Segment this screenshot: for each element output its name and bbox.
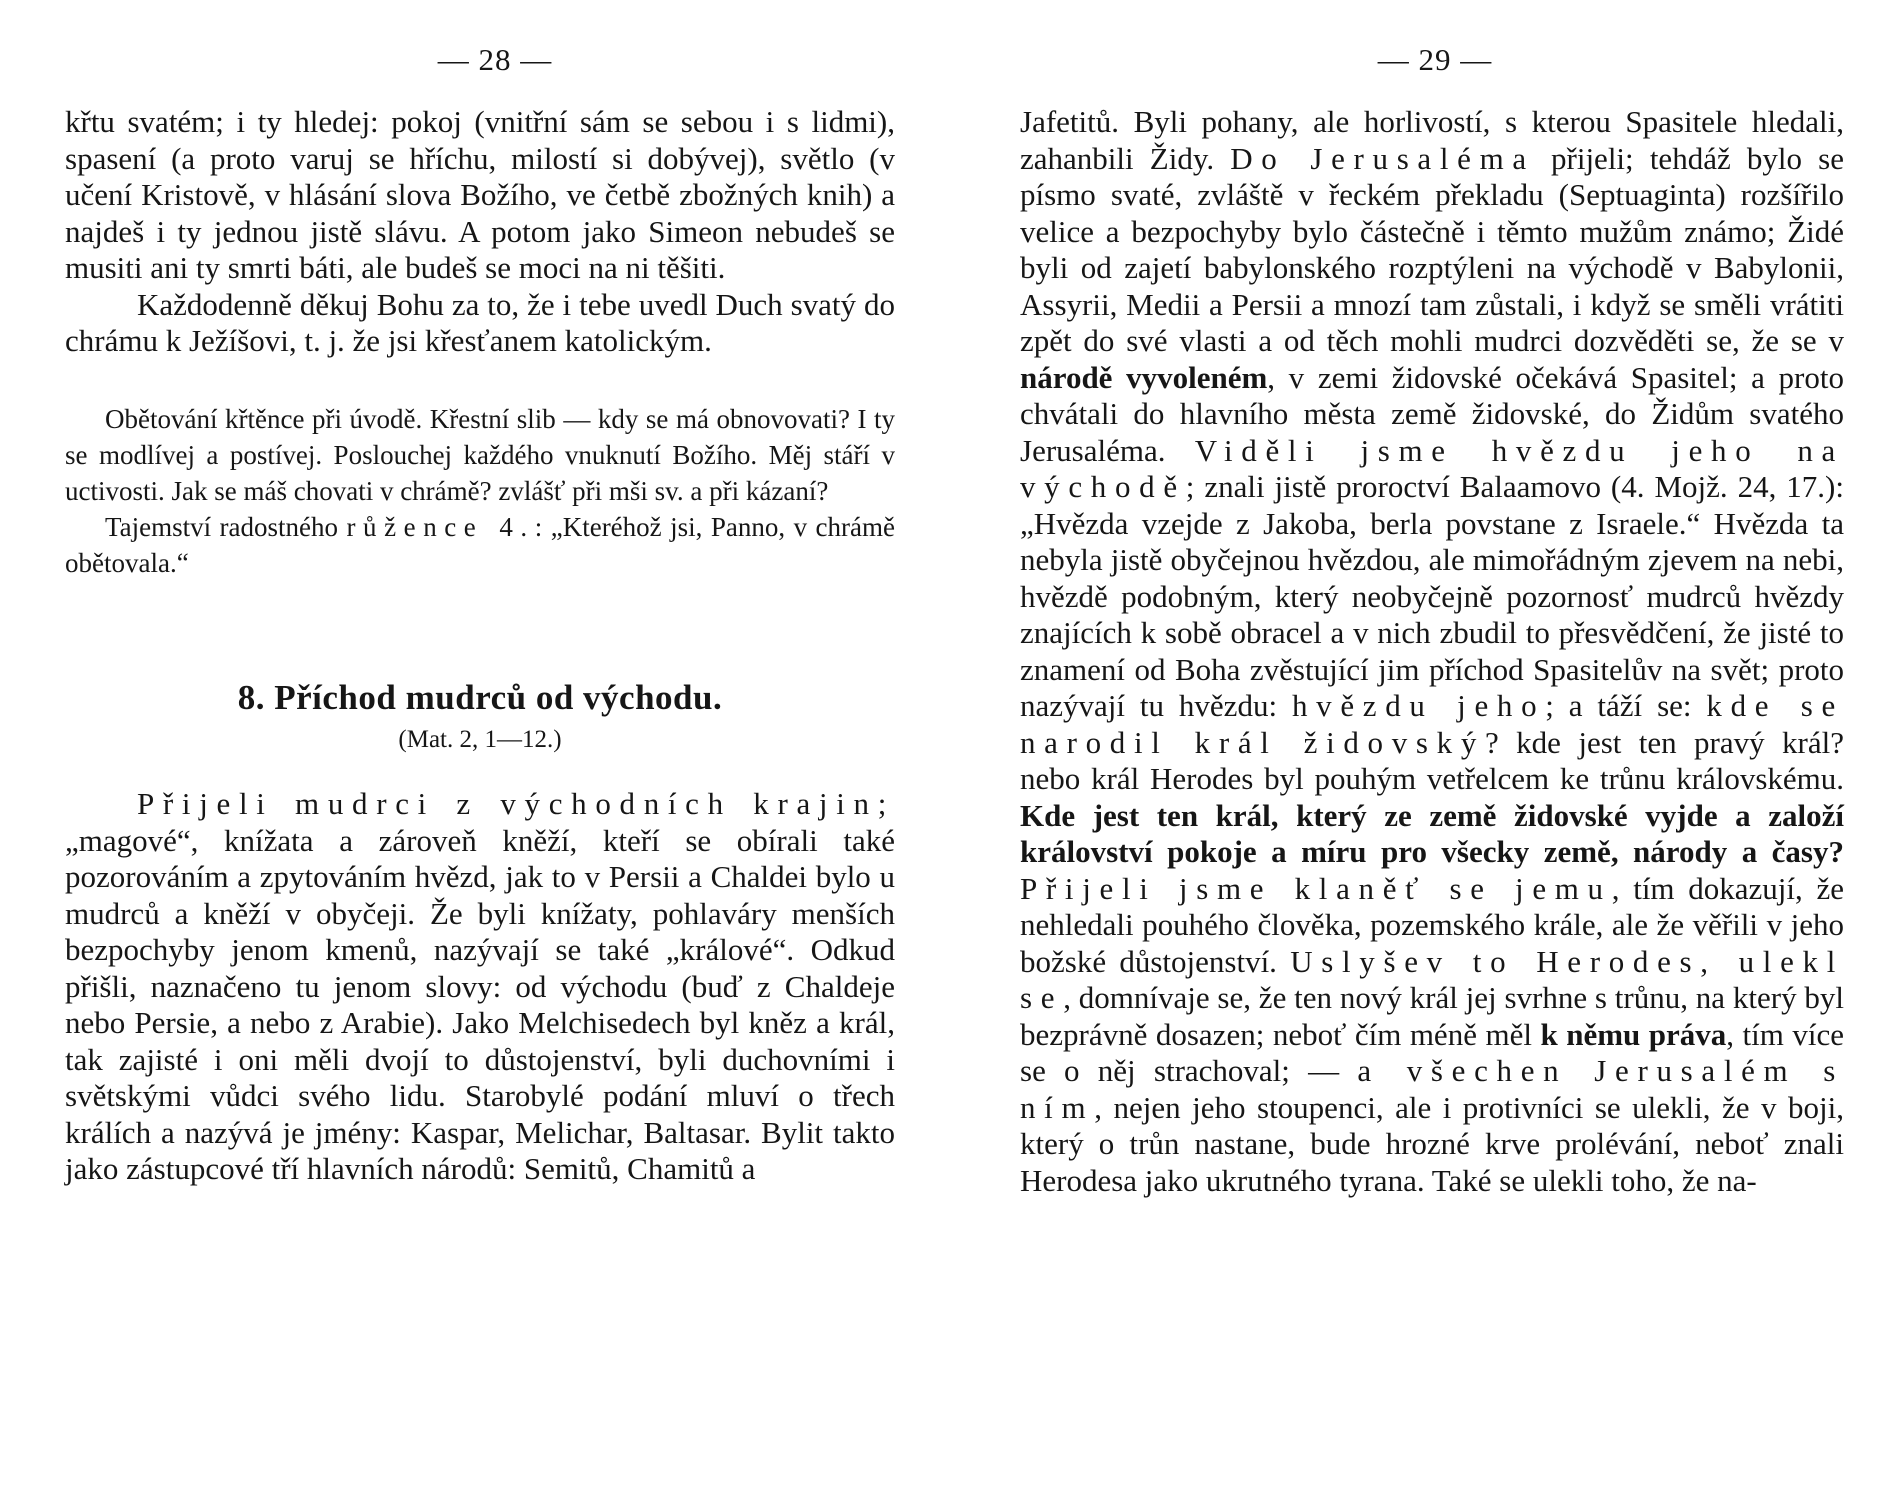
bold-run: k němu práva <box>1540 1016 1727 1052</box>
spaced-run: Přijeli jsme klaněť se jemu <box>1020 870 1612 906</box>
text-run: , tím dokazují, že nehledali pouhého člověka, pozemského krále, ale že věřili v jeho božské důstojenství. <box>1020 870 1844 979</box>
section-paragraph-text: „magové“, knížata a zároveň kněží, kteří se obírali také pozorováním a zpytováním hvězd, jak to v Persii a Chaldei bylo u mudrců a kněží v obyčeji. Že byli knížaty, pohlaváry menších bezpochyby jenom kmenů, nazývají se také „králové“. Odkud přišli, naznačeno tu jenom slovy: od východu (buď z Chaldeje nebo Persie, a nebo z Arabie). Jako Melchisedech byl kněz a král, tak zajisté i oni měli dvojí to důstojenství, byli duchovními i světskými vůdci svého lidu. Starobylé podání mluví o třech králích a nazývá je jmény: Kaspar, Melichar, Baltasar. Bylit takto jako zástupcové tří hlavních národů: Semitů, Chamitů a <box>65 822 895 1186</box>
spaced-run: Do Jerusaléma <box>1230 140 1535 176</box>
rosary-spaced: růžence 4. <box>346 512 535 542</box>
spaced-run: hvězdu jeho <box>1291 688 1546 723</box>
rosary-prefix: Tajemství radostného <box>105 512 347 542</box>
page-number-29: — 29 — <box>1377 42 1493 77</box>
bold-run: Kde jest ten král, který ze země židovské vyjde a založí království pokoje a míru pro všecky země, národy a časy? <box>1020 797 1844 869</box>
spaced-run: Viděli jsme hvězdu jeho na východě <box>1020 432 1844 504</box>
page-number-28: — 28 — <box>437 42 553 77</box>
rosary-suffix: : „Kteréhož jsi, Panno, v chrámě obětovala.“ <box>65 512 895 578</box>
text-run: přijeli; tehdáž bylo se písmo svaté, zvláště v řeckém překladu (Septuaginta) rozšířilo velice a bezpochyby bylo částečně i těmto mužům známo; Židé byli od zajetí babylonského rozptýleni na východě v Babylonii, Assyrii, Medii a Persii a mnozí tam zůstali, i když se směli vrátiti zpět do své vlasti a od těch mohli mudrci dozvěděti se, že se v <box>1020 140 1844 358</box>
section-paragraph <box>65 786 895 1188</box>
text-run: , nejen jeho stoupenci, ale i protivníci se ulekli, že v boji, který o trůn nastane, bude hrozné krve prolévání, neboť znali Herodesa jako ukrutného tyrana. Také se ulekli toho, že na- <box>1020 1089 1844 1198</box>
text-run: , tím více se o něj strachoval; — <box>1020 1016 1844 1088</box>
text-run: , v zemi židovské očekává Spasitel; a proto chvátali do hlavního města země židovské, do Židům svatého Jerusaléma. <box>1020 359 1844 468</box>
text-run: ; a táží se: <box>1545 688 1707 723</box>
questions-block <box>65 401 895 581</box>
section-heading: 8. Příchod mudrců od východu. <box>237 678 723 717</box>
right-paragraph <box>1020 104 1844 1199</box>
thanks-paragraph: Každodenně děkuj Bohu za to, že i tebe uvedl Duch svatý do chrámu k Ježíšovi, t. j. že jsi křesťanem katolickým. <box>65 286 895 358</box>
text-run: , domnívaje se, že ten nový král jej svrhne s trůnu, na který byl bezprávně dosazen; neboť čím méně měl <box>1020 980 1844 1052</box>
section-reference: (Mat. 2, 1—12.) <box>398 726 562 753</box>
intro-paragraph: křtu svatém; i ty hledej: pokoj (vnitřní sám se sebou i s lidmi), spasení (a proto varuj se hříchu, milostí si dobývej), světlo (v učení Kristově, v hlásání slova Božího, ve četbě zbožných knih) a najdeš i ty jednou jistě slávu. A potom jako Simeon nebudeš se musiti ani ty smrti báti, ale budeš se moci na ni těšiti. <box>65 104 895 285</box>
bold-run: národě vyvoleném <box>1020 359 1268 395</box>
text-run: ? kde jest ten pravý král? nebo král Herodes byl pouhým vetřelcem ke trůnu královskému. <box>1020 724 1844 796</box>
left-top-text <box>65 104 895 360</box>
text-run: ; znali jistě proroctví Balaamovo (4. Mojž. 24, 17.): „Hvězda vzejde z Jakoba, berla povstane z Israele.“ Hvězda ta nebyla jistě obyčejnou hvězdou, ale mimořádným zjevem na nebi, hvězdě podobným, který neobyčejně pozornosť mudrců hvězdy znajících k sobě obracel a v nich zbudil to přesvědčení, že jisté to znamení od Boha zvěstující jim příchod Spasitelův na svět; proto nazývají tu hvězdu: <box>1020 469 1844 723</box>
right-text <box>1020 104 1844 1199</box>
rosary-paragraph <box>65 509 895 581</box>
spaced-run: a všechen Jerusalém s ním <box>1020 1053 1844 1125</box>
text-run: Jafetitů. Byli pohany, ale horlivostí, s kterou Spasitele hledali, zahanbili Židy. <box>1020 104 1844 176</box>
section-body <box>65 786 895 1188</box>
section-heading-block <box>65 678 895 754</box>
questions-paragraph: Obětování křtěnce při úvodě. Křestní slib — kdy se má obnovovati? I ty se modlívej a postívej. Poslouchej každého vnuknutí Božího. Měj stáří v uctivosti. Jak se máš chovati v chrámě? zvlášť při mši sv. a při kázaní? <box>65 404 895 506</box>
spaced-run: Uslyšev to Herodes, ulekl se <box>1020 943 1845 1015</box>
right-page <box>950 0 1900 1500</box>
spaced-run: kde se narodil král židovský <box>1020 688 1844 760</box>
section-spaced-start: Přijeli mudrci z východních krajin; <box>137 786 895 821</box>
